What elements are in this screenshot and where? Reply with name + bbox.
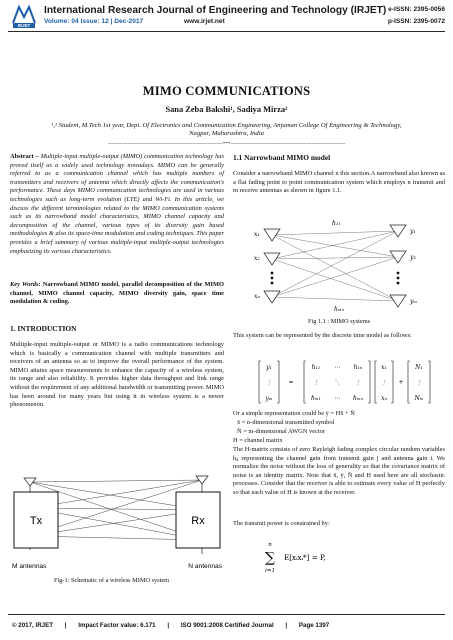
matrix-equation	[258, 359, 448, 405]
definition-n: N̄ = m-dimensional AWGN vector	[237, 428, 325, 435]
eq-plus: +	[398, 379, 404, 386]
journal-url[interactable]: www.irjet.net	[184, 18, 225, 25]
footer-sep-2: |	[167, 622, 170, 629]
eq-hm1: hₘ₁	[311, 395, 321, 402]
header-rule	[8, 31, 445, 32]
figure-1-1-caption: Fig 1.1 : MIMO systems	[307, 318, 371, 325]
intro-heading: 1. INTRODUCTION	[10, 324, 77, 333]
journal-volume: Volume: 04 Issue: 12 | Dec-2017	[44, 18, 144, 25]
rx-antennas-1-1	[390, 225, 406, 307]
footer-impact: Impact Factor value: 6.171	[78, 622, 156, 629]
sum-sign: ∑	[265, 550, 275, 566]
footer-iso: ISO 9001:2008 Certified Journal	[180, 622, 274, 629]
definition-h: H = channel matrix	[233, 437, 283, 444]
abstract	[10, 153, 224, 256]
matrix-entries	[264, 364, 423, 402]
brackets	[259, 361, 430, 403]
narrowband-para-4: The H-matrix consists of zero Rayleigh fading complex circular random variables hᵢⱼ representing the channel gain from transmit gain j and antenna gain i. We normalize the noise without the loss of generality so that the covariance matrix of noise is an identity matrix. Note that x̄, ȳ, N̄ and H used here are all stochastic processes. Consider that the receiver is able to estimate every value of H perfectly so that each value of H is known at the receiver.	[233, 446, 445, 496]
sum-lower-limit: i=1	[264, 568, 276, 574]
power-equation	[258, 540, 378, 576]
keywords	[10, 281, 224, 307]
x2-label: x₂	[254, 255, 260, 262]
eq-n1: N₁	[415, 364, 423, 371]
eq-x-vdots: ⋮	[381, 379, 387, 386]
paper-authors: Sana Zeba Bakshi¹, Sadiya Mirza²	[165, 105, 288, 114]
eq-ym: yₘ	[265, 395, 273, 402]
eq-nm: Nₘ	[414, 395, 424, 402]
figure-1	[10, 470, 224, 574]
narrowband-para-5: The transmit power is constrained by:	[233, 520, 330, 527]
figure-1-caption: Fig-1: Schematic of a wireless MIMO system	[54, 577, 170, 584]
matrix-equation-svg	[258, 359, 448, 405]
section-1-1-heading: 1.1 Narrowband MIMO model	[233, 153, 331, 162]
sum-upper-limit: n	[268, 542, 272, 548]
mimo-schematic	[10, 470, 224, 574]
footer	[12, 622, 339, 629]
eq-hmn: hₘₙ	[353, 395, 363, 402]
paper-title: MIMO COMMUNICATIONS	[142, 84, 311, 98]
footer-rule	[8, 614, 445, 615]
eq-y-vdots: ⋮	[266, 379, 272, 386]
hmn-label: hₘₙ	[334, 306, 344, 313]
footer-sep-3: |	[285, 622, 288, 629]
eq-hdots-top: ⋯	[334, 364, 340, 371]
abstract-text: Multiple-input multiple-output (MIMO) communication technology has proved itself as a widely used technology nowadays. MIMO can be generally referred to as a communication channel which has multiple numbers of transmitters and receivers of antenna which directly affects the communication's performance. These days MIMO communication technologies are used in various technologies such as long-term evolution (LTE) and Wi-Fi. In this article, we discuss the different terminologies related to the MIMO communication systems such as its narrowband model characteristics, MIMO channel capacity and decomposition of the channel, various types of its diversity gain based methodologies & also its space-time modulation and coding techniques. This paper provides a brief summary of various multiple-input multiple-output technologies emphasizing its various characteristics.	[10, 153, 224, 255]
m-antennas-label: M antennas	[12, 563, 47, 570]
separator: ---------------------------------------------------------------------***---------------------------------------------------------------------	[107, 142, 346, 147]
keywords-text: : Narrowband MIMO model, parallel decomposition of the MIMO channel, MIMO channel capacity, MIMO diversity gain, space time modulation & coding.	[10, 281, 224, 306]
dots	[271, 272, 400, 285]
ym-label: yₘ	[410, 298, 418, 305]
n-antennas-label: N antennas	[188, 563, 222, 570]
eq-vdots-left: ⋮	[313, 379, 319, 386]
footer-sep-1: |	[64, 622, 67, 629]
eq-y1: y₁	[266, 364, 272, 371]
eq-h1n: h₁ₙ	[353, 364, 363, 371]
narrowband-para-2: This system can be represented by the discrete time model as follows:	[233, 332, 412, 339]
figure-1-1	[250, 211, 430, 315]
e-issn: e-ISSN: 2395-0056	[388, 6, 445, 13]
rx-label: Rx	[191, 515, 205, 527]
power-expression: E[xᵢxᵢ*] = P,	[284, 553, 326, 562]
irjet-logo	[10, 3, 38, 29]
definition-x: x̄ = n-dimensional transmitted symbol	[237, 419, 335, 426]
x1-label: x₁	[254, 231, 260, 238]
eq-hdots-bottom: ⋯	[334, 395, 340, 402]
xn-label: xₙ	[254, 293, 260, 300]
rx-antenna-1	[196, 476, 208, 494]
keywords-label: Key Words	[10, 281, 39, 288]
paper-affiliation: ¹,² Student, M.Tech 1st year, Dept. Of Electronics and Communication Engineering, Anjuman College Of Engineering & Technology, Nagpur, Maharashtra, India	[51, 122, 402, 138]
eq-h11: h₁₁	[311, 364, 321, 371]
eq-n-vdots: ⋮	[416, 379, 422, 386]
eq-vdots-right: ⋮	[355, 379, 361, 386]
narrowband-para-3: Or a simple representation could be ȳ = Hx̄ + N̄	[233, 410, 355, 417]
y2-label: y₂	[410, 254, 416, 261]
intro-text: Multiple-input multiple-output or MIMO is a radio communications technology which is basically a communication channel with multiple transmitters and receivers of an antenna so as to improve the overall performance of the system. MIMO attains space measurements to enhance the capacity of a wireless system, its range and also reliability. It provides higher data throughput and link range without the requirement of any additional bandwidth or transmitting power. MIMO has been around for many years but using it in wireless system is a newer phenomenon.	[10, 341, 224, 409]
power-equation-svg	[258, 540, 378, 576]
mimo-system-diagram	[250, 211, 430, 315]
footer-copyright: © 2017, IRJET	[12, 622, 54, 629]
eq-ddots: ⋱	[334, 379, 340, 386]
tx-label: Tx	[29, 515, 43, 527]
footer-page: Page 1397	[298, 622, 330, 629]
h11-label: h₁₁	[332, 220, 341, 227]
eq-equals: =	[288, 379, 294, 386]
eq-xn: xₙ	[381, 395, 387, 402]
channel-links	[272, 231, 398, 301]
y1-label: y₁	[410, 228, 416, 235]
tx-antennas-1-1	[264, 229, 280, 303]
narrowband-para-1: Consider a narrowband MIMO channel n this section.A narrowband also known as a flat fading point to point communication system which employs n transmit and m receive antennas as shown in figure 1.1.	[233, 170, 445, 195]
journal-title: International Research Journal of Engineering and Technology (IRJET)	[44, 5, 387, 16]
eq-x1: x₁	[381, 364, 387, 371]
abstract-label: Abstract –	[10, 153, 39, 160]
p-issn: p-ISSN: 2395-0072	[387, 18, 445, 25]
logo-text: IRJET	[17, 23, 31, 29]
